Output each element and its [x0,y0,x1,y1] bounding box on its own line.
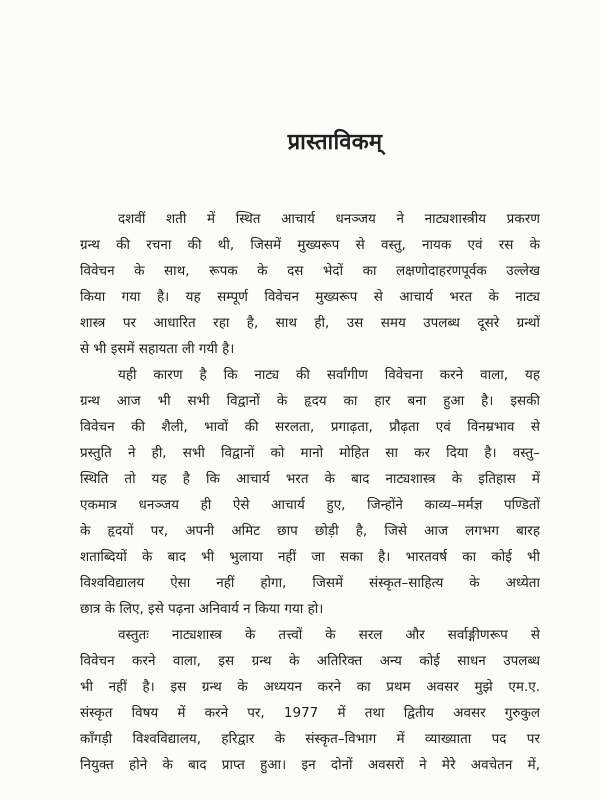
text-line: संस्कृत विषय में करने पर, 1977 में तथा द्वितीय अवसर गुरुकुल [80,705,540,721]
text-line: शताब्दियों के बाद भी भुलाया नहीं जा सका है। भारतवर्ष का कोई भी [80,549,540,565]
text-line: नियुक्त होने के बाद प्राप्त हुआ। इन दोनों अवसरों ने मेरे अवचेतन में, [80,757,540,773]
text-line: ग्रन्थ की रचना की थी, जिसमें मुख्यरूप से वस्तु, नायक एवं रस के [80,237,540,253]
body-text [80,206,540,778]
text-line: वस्तुतः नाट्यशास्त्र के तत्त्वों के सरल और सर्वाङ्गीणरूप से [118,627,540,643]
text-line: भी नहीं है। इस ग्रन्थ के अध्ययन करने का प्रथम अवसर मुझे एम.ए. [80,679,540,695]
text-line: विवेचन के साथ, रूपक के दस भेदों का लक्षणोदाहरणपूर्वक उल्लेख [80,263,540,279]
text-line: ग्रन्थ आज भी सभी विद्वानों के हृदय का हार बना हुआ है। इसकी [80,393,540,409]
text-line: किया गया है। यह सम्पूर्ण विवेचन मुख्यरूप से आचार्य भरत के नाट्य [80,289,540,305]
page-title: प्रास्ताविकम् [287,130,383,155]
text-line: विश्वविद्यालय ऐसा नहीं होगा, जिसमें संस्कृत–साहित्य के अध्येता [80,575,540,591]
text-line: प्रस्तुति ने ही, सभी विद्वानों को मानो मोहित सा कर दिया है। वस्तु– [80,445,540,461]
text-line: विवेचन करने वाला, इस ग्रन्थ के अतिरिक्त अन्य कोई साधन उपलब्ध [80,653,540,669]
text-line: काँगड़ी विश्वविद्यालय, हरिद्वार के संस्कृत–विभाग में व्याख्याता पद पर [80,731,540,747]
text-line: छात्र के लिए, इसे पढ़ना अनिवार्य न किया गया हो। [80,601,324,617]
text-line: शास्त्र पर आधारित रहा है, साथ ही, उस समय उपलब्ध दूसरे ग्रन्थों [80,315,540,331]
text-line: एकमात्र धनञ्जय ही ऐसे आचार्य हुए, जिन्होंने काव्य–मर्मज्ञ पण्डितों [80,497,540,513]
text-line: से भी इसमें सहायता ली गयी है। [80,341,235,357]
text-line: यही कारण है कि नाट्य की सर्वांगीण विवेचना करने वाला, यह [118,367,540,383]
text-line: दशवीं शती में स्थित आचार्य धनञ्जय ने नाट्यशास्त्रीय प्रकरण [118,211,540,227]
text-line: विवेचन की शैली, भावों की सरलता, प्रगाढ़ता, प्रौढ़ता एवं विनम्रभाव से [80,419,540,435]
text-line: स्थिति तो यह है कि आचार्य भरत के बाद नाट्यशास्त्र के इतिहास में [80,471,540,487]
text-line: के हृदयों पर, अपनी अमिट छाप छोड़ी है, जिसे आज लगभग बारह [80,523,540,539]
